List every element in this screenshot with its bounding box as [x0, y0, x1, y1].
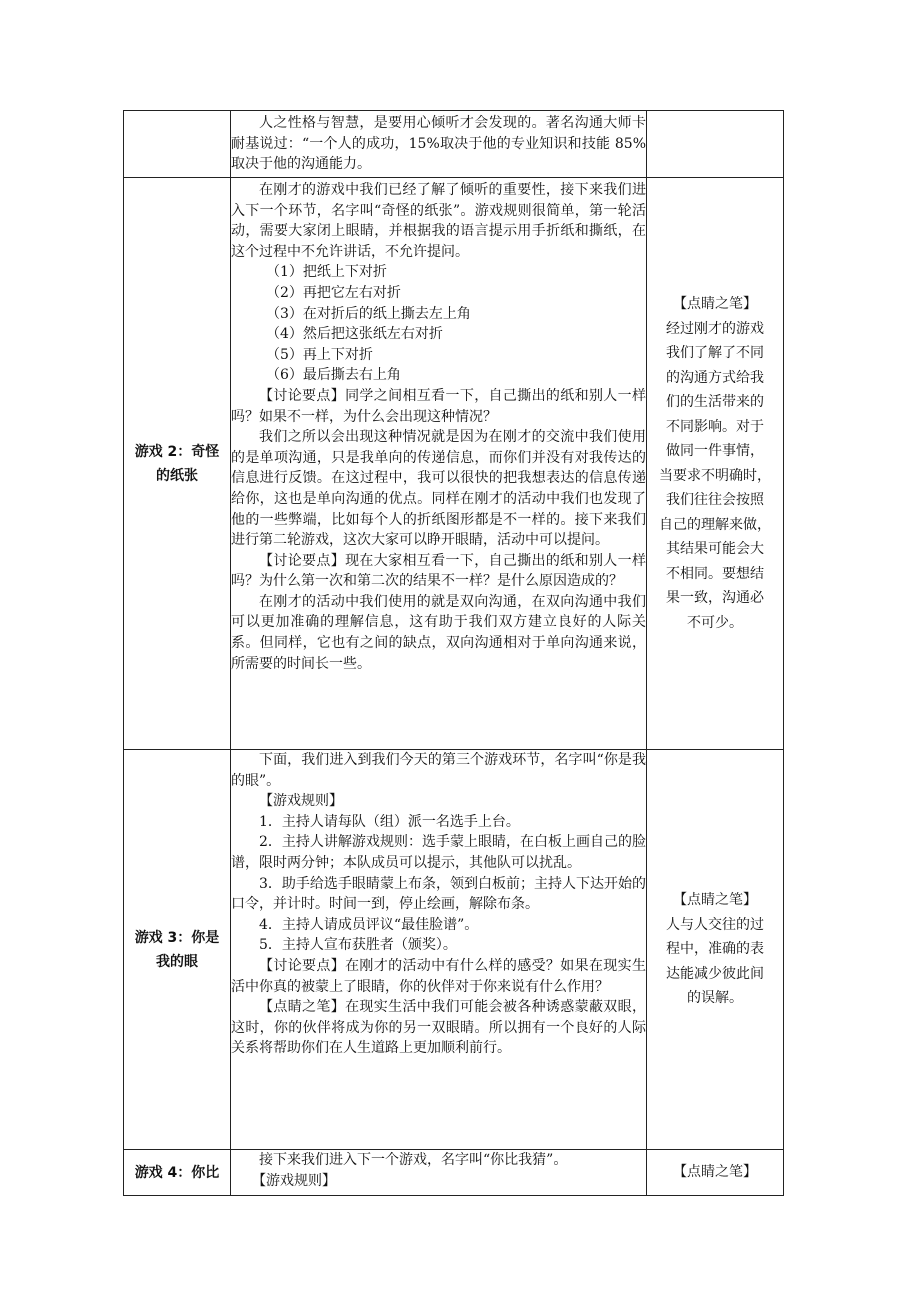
note-line: 我们往往会按照 — [666, 492, 764, 508]
rule-item: 4．主持人请成员评议“最佳脸谱”。 — [259, 916, 479, 933]
step-item: （2）再把它左右对折 — [266, 284, 401, 301]
note-line: 【点睛之笔】 — [673, 892, 757, 909]
step-item: （6）最后撕去右上角 — [266, 367, 401, 384]
note-line: 人与人交往的过 — [666, 916, 764, 933]
game3-content-cell — [231, 750, 647, 1150]
game3-note-cell — [647, 750, 784, 1150]
note-line: 当要求不明确时， — [659, 467, 771, 484]
paragraph: 在刚才的游戏中我们已经了解了倾听的重要性，接下来我们进入下一个环节，名字叫“奇怪的纸张”。游戏规则很简单，第一轮活动，需要大家闭上眼睛，并根据我的语言提示用手折纸和撕纸，在这个过程中不允许讲话，不允许提问。 — [231, 182, 646, 260]
game4-label-cell — [124, 1150, 231, 1196]
note-line: 不可少。 — [687, 614, 743, 631]
game-title-line: 的纸张 — [156, 467, 198, 484]
note-line: 【点睛之笔】 — [673, 1164, 757, 1181]
table-row — [124, 1150, 784, 1196]
row1-note-cell — [647, 111, 784, 178]
rule-item: 2．主持人讲解游戏规则：选手蒙上眼睛，在白板上画自己的脸谱，限时两分钟；本队成员可以提示，其他队可以扰乱。 — [231, 834, 646, 871]
note-line: 的沟通方式给我 — [666, 369, 764, 386]
note-line: 经过刚才的游戏 — [666, 320, 764, 337]
row1-content-cell — [231, 111, 647, 178]
lesson-plan-table — [123, 110, 784, 1196]
discussion-point: 【讨论要点】现在大家相互看一下，自己撕出的纸和别人一样吗？为什么第一次和第二次的结果不一样？是什么原因造成的？ — [231, 552, 646, 590]
note-line: 的误解。 — [687, 990, 743, 1007]
table-row — [124, 111, 784, 178]
note-line: 其结果可能会大 — [666, 541, 764, 557]
step-item: （3）在对折后的纸上撕去左上角 — [266, 305, 471, 322]
note-line: 达能减少彼此间 — [666, 965, 764, 982]
game4-note-cell — [647, 1150, 784, 1196]
game-title-line: 游戏 3：你是 — [134, 929, 220, 946]
rules-title: 【游戏规则】 — [259, 793, 343, 810]
paragraph: 接下来我们进入下一个游戏，名字叫“你比我猜”。 — [259, 1152, 568, 1168]
game2-note-cell — [647, 178, 784, 750]
game-title-line: 我的眼 — [156, 953, 198, 970]
step-item: （4）然后把这张纸左右对折 — [266, 326, 443, 343]
summary-paragraph: 【点睛之笔】在现实生活中我们可能会被各种诱惑蒙蔽双眼，这时，你的伙伴将成为你的另一双眼睛。所以拥有一个良好的人际关系将帮助你们在人生道路上更加顺利前行。 — [231, 999, 646, 1057]
note-line: 做同一件事情， — [666, 443, 764, 459]
paragraph: 下面，我们进入到我们今天的第三个游戏环节，名字叫“你是我的眼”。 — [231, 752, 646, 789]
paragraph: 在刚才的活动中我们使用的就是双向沟通，在双向沟通中我们可以更加准确的理解信息，这有助于我们双方建立良好的人际关系。但同样，它也有之间的缺点，双向沟通相对于单向沟通来说，所需要的时间长一些。 — [231, 593, 646, 672]
table-row — [124, 178, 784, 750]
note-line: 【点睛之笔】 — [673, 296, 757, 312]
discussion-point: 【讨论要点】同学之间相互看一下，自己撕出的纸和别人一样吗？如果不一样，为什么会出现这种情况？ — [231, 387, 646, 425]
note-line: 们的生活带来的 — [666, 394, 764, 410]
table-row — [124, 750, 784, 1150]
game2-content-cell — [231, 178, 647, 750]
note-line: 果一致，沟通必 — [666, 590, 764, 606]
game3-label-cell — [124, 750, 231, 1150]
paragraph: 人之性格与智慧，是要用心倾听才会发现的。著名沟通大师卡耐基说过：“一个人的成功，15%取决于他的专业知识和技能 85%取决于他的沟通能力。 — [231, 115, 646, 173]
note-line: 我们了解了不同 — [666, 345, 764, 361]
note-line: 不相同。要想结 — [666, 565, 764, 582]
note-line: 程中，准确的表 — [666, 941, 764, 958]
game-title-line: 游戏 2：奇怪 — [134, 443, 220, 460]
rules-title: 【游戏规则】 — [252, 1172, 336, 1189]
note-line: 自己的理解来做， — [659, 516, 771, 533]
step-item: （1）把纸上下对折 — [266, 264, 387, 281]
game-title-line: 游戏 4：你比 — [134, 1164, 220, 1181]
row1-label-cell — [124, 111, 231, 178]
rule-item: 3．助手给选手眼睛蒙上布条，领到白板前；主持人下达开始的口令，并计时。时间一到，停止绘画，解除布条。 — [231, 875, 646, 913]
paragraph: 我们之所以会出现这种情况就是因为在刚才的交流中我们使用的是单项沟通，只是我单向的传递信息，而你们并没有对我传达的信息进行反馈。在这过程中，我可以很快的把我想表达的信息传递给你，这也是单向沟通的优点。同样在刚才的活动中我们也发现了他的一些弊端，比如每个人的折纸图形都是不一样的。接下来我们进行第二轮游戏，这次大家可以睁开眼睛，活动中可以提问。 — [231, 429, 646, 549]
note-line: 不同影响。对于 — [666, 418, 764, 435]
game4-content-cell — [231, 1150, 647, 1196]
step-item: （5）再上下对折 — [266, 346, 373, 363]
rule-item: 5．主持人宣布获胜者（颁奖）。 — [259, 937, 457, 954]
rule-item: 1．主持人请每队（组）派一名选手上台。 — [259, 813, 520, 830]
game2-label-cell — [124, 178, 231, 750]
discussion-point: 【讨论要点】在刚才的活动中有什么样的感受？如果在现实生活中你真的被蒙上了眼睛，你的伙伴对于你来说有什么作用？ — [231, 957, 646, 995]
